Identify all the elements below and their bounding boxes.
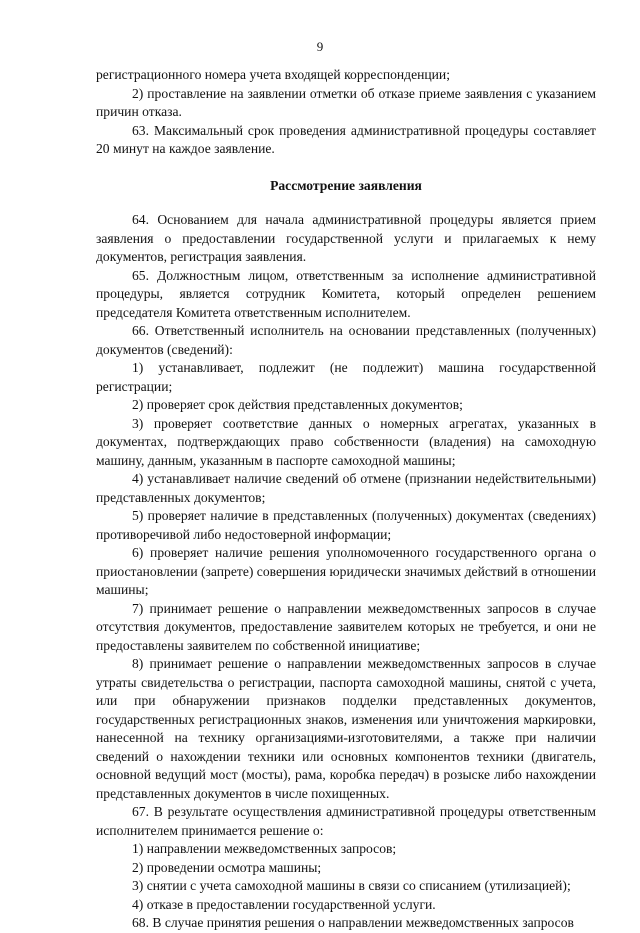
paragraph-item-2: 2) проставление на заявлении отметки об отказе приеме заявления с указанием причин отказа. (96, 85, 596, 119)
section-heading: Рассмотрение заявления (270, 177, 422, 193)
paragraph-63: 63. Максимальный срок проведения административной процедуры составляет 20 минут на каждое заявление. (96, 122, 596, 156)
list-item: 5) проверяет наличие в представленных (полученных) документах (сведениях) противоречивой либо недостоверной информации; (96, 508, 596, 542)
paragraph-68: 68. В случае принятия решения о направлении межведомственных запросов (132, 915, 574, 930)
paragraph-67: 67. В результате осуществления административной процедуры ответственным исполнителем принимается решение о: (96, 804, 596, 838)
paragraph-66: 66. Ответственный исполнитель на основании представленных (полученных) документов (сведений): (96, 323, 596, 357)
list-item: 8) принимает решение о направлении межведомственных запросов в случае утраты свидетельства о регистрации, паспорта самоходной машины, снятой с учета, или при обнаружении признаков подделки представленных документов, государственных регистрационных знаков, изменения или уничтожения маркировки, нанесенной на технику организациями-изготовителями, а также при наличии сведений о нахождении техники или основных компонентов техники (двигатель, основной ведущий мост (мосты), рама, коробка передач) в розыске либо нахождении представленных документов в числе похищенных. (96, 656, 596, 801)
list-item: 6) проверяет наличие решения уполномоченного государственного органа о приостановлении (запрете) совершения юридически значимых действий в отношении машины; (96, 545, 596, 597)
paragraph-64: 64. Основанием для начала административной процедуры является прием заявления о предоставлении государственной услуги и прилагаемых к нему документов, регистрация заявления. (96, 212, 596, 264)
list-item: 2) проверяет срок действия представленных документов; (132, 397, 463, 412)
list-item: 3) снятии с учета самоходной машины в связи со списанием (утилизацией); (132, 878, 571, 893)
list-item: 7) принимает решение о направлении межведомственных запросов в случае отсутствия документов, предоставление заявителем которых не требуется, и они не предоставлены заявителем по собственной инициативе; (96, 600, 596, 653)
list-item: 2) проведении осмотра машины; (132, 859, 322, 875)
page-number: 9 (316, 39, 324, 54)
list-item: 3) проверяет соответствие данных о номерных агрегатах, указанных в документах, подтверждающих право собственности (владения) на самоходную машину, данным, указанным в паспорте самоходной машины; (96, 415, 596, 468)
paragraph-continuation: регистрационного номера учета входящей корреспонденции; (96, 67, 450, 82)
list-item: 4) отказе в предоставлении государственной услуги. (132, 896, 436, 912)
list-item: 1) направлении межведомственных запросов; (132, 841, 397, 856)
document-body (96, 66, 596, 933)
paragraph-65: 65. Должностным лицом, ответственным за исполнение административной процедуры, является сотрудник Комитета, который определен решением председателя Комитета ответственным исполнителем. (96, 267, 596, 320)
list-item: 4) устанавливает наличие сведений об отмене (признании недействительными) представленных документов; (96, 471, 596, 505)
list-item: 1) устанавливает, подлежит (не подлежит) машина государственной регистрации; (96, 360, 596, 394)
